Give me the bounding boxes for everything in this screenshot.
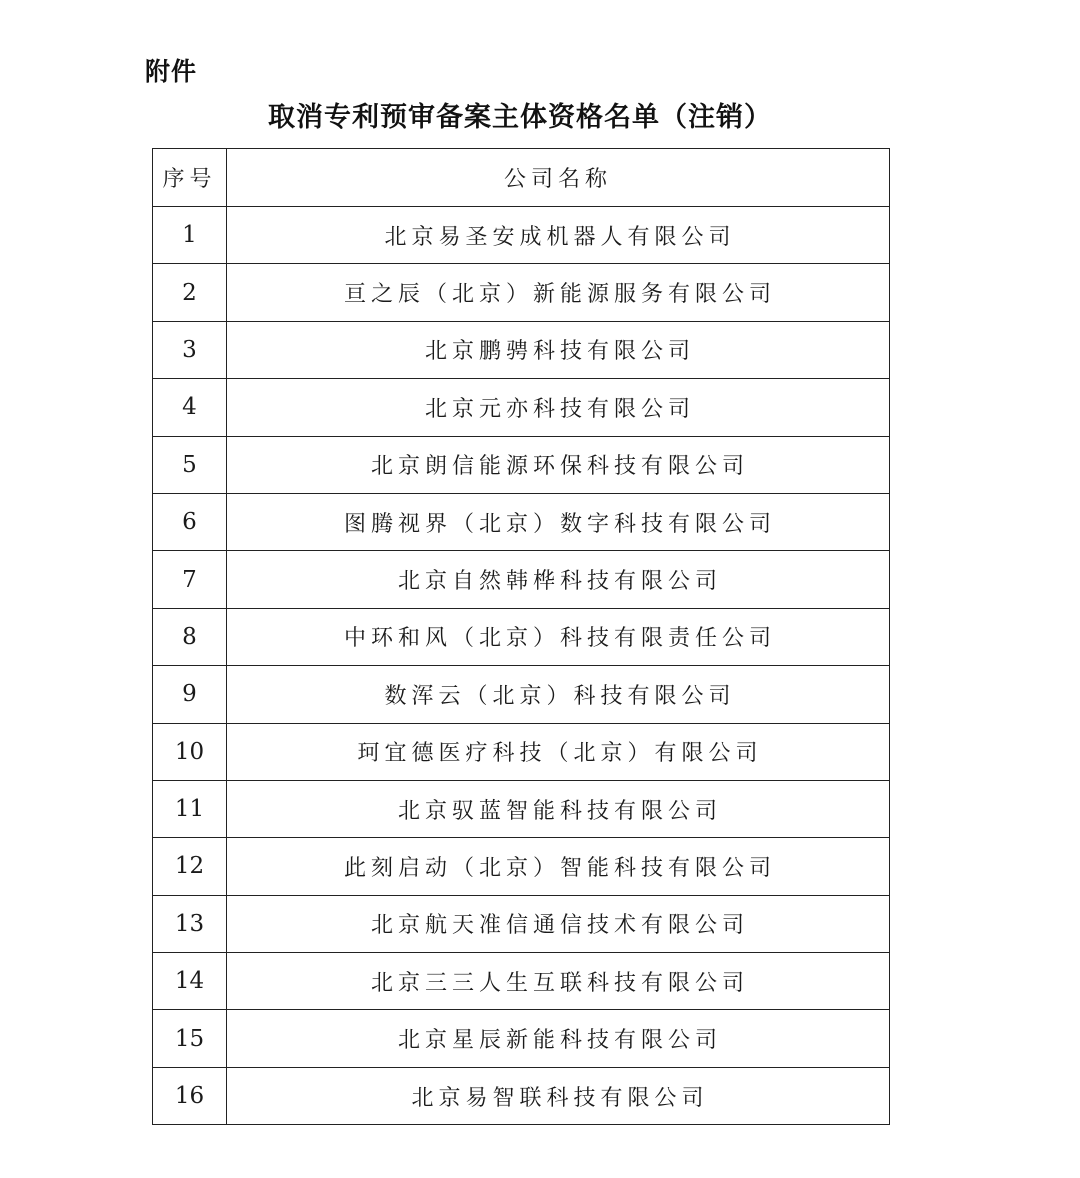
- row-index: 6: [153, 493, 227, 550]
- row-index: 2: [153, 264, 227, 321]
- table-row: [153, 436, 890, 493]
- row-company-name: 中环和风（北京）科技有限责任公司: [227, 608, 890, 665]
- table-row: [153, 953, 890, 1010]
- table-row: [153, 379, 890, 436]
- row-company-name: 北京星辰新能科技有限公司: [227, 1010, 890, 1067]
- row-company-name: 北京朗信能源环保科技有限公司: [227, 436, 890, 493]
- header-index: 序号: [153, 149, 227, 207]
- row-company-name: 北京三三人生互联科技有限公司: [227, 953, 890, 1010]
- table-row: [153, 666, 890, 723]
- table-row: [153, 551, 890, 608]
- table-row: [153, 1010, 890, 1067]
- row-index: 1: [153, 207, 227, 264]
- row-index: 3: [153, 321, 227, 378]
- row-company-name: 珂宜德医疗科技（北京）有限公司: [227, 723, 890, 780]
- row-company-name: 北京易圣安成机器人有限公司: [227, 207, 890, 264]
- table-row: [153, 264, 890, 321]
- table-row: [153, 1067, 890, 1124]
- row-index: 16: [153, 1067, 227, 1124]
- row-company-name: 北京航天准信通信技术有限公司: [227, 895, 890, 952]
- row-company-name: 北京易智联科技有限公司: [227, 1067, 890, 1124]
- table-row: [153, 723, 890, 780]
- row-index: 7: [153, 551, 227, 608]
- document-title: 取消专利预审备案主体资格名单（注销）: [268, 102, 772, 133]
- row-index: 4: [153, 379, 227, 436]
- header-company-name: 公司名称: [227, 149, 890, 207]
- row-index: 10: [153, 723, 227, 780]
- row-company-name: 图腾视界（北京）数字科技有限公司: [227, 493, 890, 550]
- row-company-name: 北京驭蓝智能科技有限公司: [227, 780, 890, 837]
- table-row: [153, 321, 890, 378]
- row-company-name: 北京自然韩桦科技有限公司: [227, 551, 890, 608]
- row-company-name: 数浑云（北京）科技有限公司: [227, 666, 890, 723]
- table-row: [153, 780, 890, 837]
- row-index: 13: [153, 895, 227, 952]
- row-company-name: 亘之辰（北京）新能源服务有限公司: [227, 264, 890, 321]
- row-index: 8: [153, 608, 227, 665]
- row-index: 14: [153, 953, 227, 1010]
- table-row: [153, 895, 890, 952]
- table-row: [153, 493, 890, 550]
- row-index: 9: [153, 666, 227, 723]
- company-list-table: [152, 148, 890, 1125]
- row-company-name: 此刻启动（北京）智能科技有限公司: [227, 838, 890, 895]
- row-company-name: 北京元亦科技有限公司: [227, 379, 890, 436]
- row-index: 11: [153, 780, 227, 837]
- row-company-name: 北京鹏骋科技有限公司: [227, 321, 890, 378]
- table-row: [153, 608, 890, 665]
- attachment-label: 附件: [145, 57, 198, 86]
- row-index: 15: [153, 1010, 227, 1067]
- table-row: [153, 838, 890, 895]
- table-row: [153, 207, 890, 264]
- table-header-row: [153, 149, 890, 207]
- row-index: 12: [153, 838, 227, 895]
- row-index: 5: [153, 436, 227, 493]
